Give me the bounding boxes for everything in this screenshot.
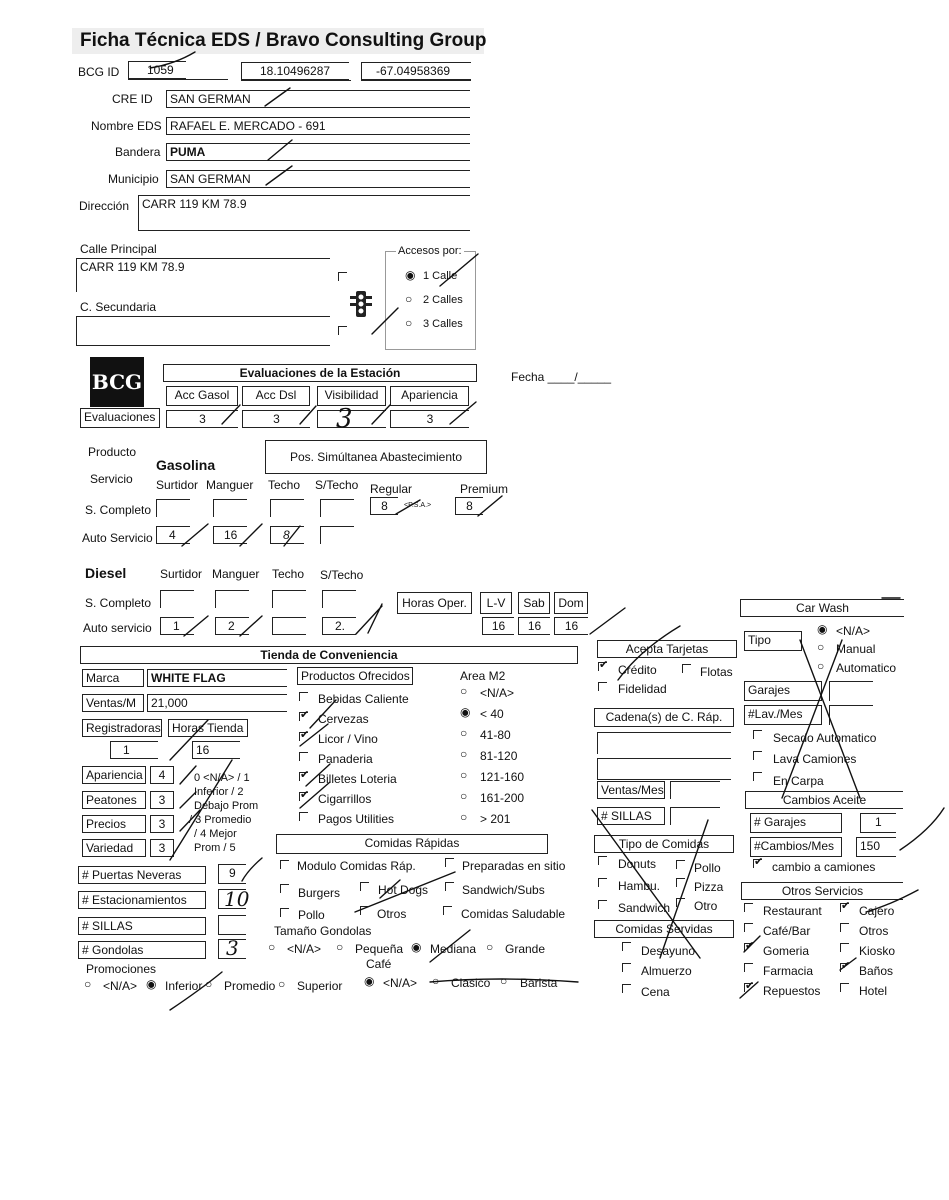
otros-label-1: Cajero [859, 904, 895, 918]
cr-sandwich: Sandwich/Subs [462, 883, 545, 897]
carwash-na: <N/A> [836, 624, 871, 638]
marca-label: Marca [82, 669, 144, 687]
cafe-radio-barista[interactable]: ○ [500, 974, 508, 988]
rating-scale-6: Prom / 5 [194, 842, 236, 854]
secado-label: Secado Automatico [773, 731, 877, 745]
promo-radio-superior[interactable]: ○ [278, 977, 286, 991]
eval-visibilidad-handwritten: 3 [336, 404, 353, 434]
evaluaciones-label: Evaluaciones [80, 408, 160, 428]
hambu-label: Hambu. [618, 879, 661, 893]
hours-dom[interactable]: 16 [554, 617, 588, 635]
secundaria-label: C. Secundaria [80, 300, 157, 314]
eval-col-visibilidad: Visibilidad [317, 386, 386, 406]
area-radio-1[interactable]: ◉ [460, 705, 471, 719]
gas-col-stecho: S/Techo [315, 478, 359, 492]
flotas-label: Flotas [700, 665, 733, 679]
regular-label: Regular [370, 482, 413, 496]
municipio-field[interactable]: SAN GERMAN [166, 170, 470, 188]
horas-oper-label: Horas Oper. [397, 592, 472, 614]
area-option-0: <N/A> [480, 686, 515, 700]
area-label: Area M2 [460, 669, 506, 683]
tarjetas-title: Acepta Tarjetas [597, 640, 737, 658]
bcg-id-label: BCG ID [78, 65, 120, 79]
bcg-id-field[interactable]: 1059 [128, 61, 186, 79]
rating-scale-5: / 4 Mejor [194, 828, 237, 840]
calle-principal-field[interactable]: CARR 119 KM 78.9 [76, 258, 330, 292]
sandwich-label: Sandwich [618, 901, 671, 915]
gas-as-surtidor[interactable]: 4 [156, 526, 190, 544]
psa-note: <P.S.A.> [404, 502, 432, 509]
bcg-logo: BCG [90, 357, 144, 407]
ventas-mes-label: Ventas/Mes [597, 781, 665, 799]
access-radio-1[interactable]: ◉ [405, 268, 416, 282]
carwash-manual: Manual [836, 642, 876, 656]
variedad-value[interactable]: 3 [150, 839, 174, 857]
premium-value[interactable]: 8 [455, 497, 483, 515]
aceite-garajes-label: # Garajes [750, 813, 842, 833]
comidas-rapidas-label: Comidas Rápidas [276, 834, 548, 854]
eval-col-acc-dsl: Acc Dsl [242, 386, 310, 406]
area-radio-6[interactable]: ○ [460, 810, 468, 824]
fidelidad-label: Fidelidad [618, 682, 667, 696]
apariencia-label: Apariencia [82, 766, 146, 784]
otros-label-2: Café/Bar [763, 924, 811, 938]
direccion-field[interactable]: CARR 119 KM 78.9 [138, 195, 470, 231]
desayuno-label: Desayuno [641, 944, 696, 958]
municipio-label: Municipio [108, 172, 159, 186]
day-lv: L-V [480, 592, 512, 614]
cafe-clasico: Clasico [451, 976, 491, 990]
precios-value[interactable]: 3 [150, 815, 174, 833]
tipo-comidas-label: Tipo de Comidas [594, 835, 734, 853]
area-radio-2[interactable]: ○ [460, 726, 468, 740]
otros-label-6: Farmacia [763, 964, 814, 978]
day-sab: Sab [518, 592, 550, 614]
registradoras-field[interactable]: 1 [110, 741, 158, 759]
promo-radio-inferior[interactable]: ◉ [146, 977, 157, 991]
cr-preparadas: Preparadas en sitio [462, 859, 566, 873]
carwash-radio-na[interactable]: ◉ [817, 622, 828, 636]
pollo-label: Pollo [694, 861, 721, 875]
area-option-3: 81-120 [480, 749, 518, 763]
direccion-label: Dirección [79, 199, 130, 213]
promo-na: <N/A> [103, 979, 138, 993]
cr-burgers: Burgers [298, 886, 341, 900]
cafe-radio-na[interactable]: ◉ [364, 974, 375, 988]
peatones-value[interactable]: 3 [150, 791, 174, 809]
dsl-auto-label: Auto servicio [83, 621, 152, 635]
area-option-6: > 201 [480, 812, 511, 826]
dsl-as-manguer[interactable]: 2 [215, 617, 249, 635]
access-radio-3[interactable]: ○ [405, 316, 413, 330]
cafe-label: Café [366, 957, 392, 971]
producto-label-0: Bebidas Caliente [318, 692, 409, 706]
cr-otros: Otros [377, 907, 407, 921]
sillas-label: # SILLAS [78, 917, 206, 935]
fecha-label: Fecha ____/_____ [511, 370, 612, 384]
premium-label: Premium [460, 482, 509, 496]
dsl-col-stecho: S/Techo [320, 568, 364, 582]
dsl-as-stecho[interactable]: 2. [322, 617, 356, 635]
promo-radio-na[interactable]: ○ [84, 977, 92, 991]
almuerzo-label: Almuerzo [641, 964, 692, 978]
day-dom: Dom [554, 592, 588, 614]
access-option-2: 2 Calles [423, 294, 463, 306]
cafe-na: <N/A> [383, 976, 418, 990]
rating-scale-2: Inferior / 2 [194, 786, 244, 798]
tamano-mediana: Mediana [430, 942, 477, 956]
promo-superior: Superior [297, 979, 343, 993]
tienda-title: Tienda de Conveniencia [80, 646, 578, 664]
promo-radio-promedio[interactable]: ○ [205, 977, 213, 991]
area-radio-5[interactable]: ○ [460, 789, 468, 803]
producto-label-4: Billetes Loteria [318, 772, 397, 786]
tamano-radio-pequena[interactable]: ○ [336, 940, 344, 954]
cadena-sillas-label: # SILLAS [597, 807, 665, 825]
precios-label: Precios [82, 815, 146, 833]
ventas-field[interactable]: 21,000 [147, 694, 287, 712]
marca-field[interactable]: WHITE FLAG [147, 669, 287, 687]
carwash-lav-label: #Lav./Mes [744, 705, 822, 725]
eval-col-acc-gasol: Acc Gasol [166, 386, 238, 406]
otros-label-0: Restaurant [763, 904, 822, 918]
puertas-label: # Puertas Neveras [78, 866, 206, 884]
area-option-1: < 40 [480, 707, 504, 721]
rating-scale-4: / 3 Promedio [189, 814, 252, 826]
producto-label-6: Pagos Utilities [318, 812, 395, 826]
hours-sab[interactable]: 16 [518, 617, 550, 635]
area-option-5: 161-200 [480, 791, 525, 805]
servicio-label: Servicio [90, 472, 133, 486]
longitude-field[interactable]: -67.04958369 [361, 62, 471, 80]
producto-label: Producto [88, 445, 137, 459]
dsl-as-surtidor[interactable]: 1 [160, 617, 194, 635]
carwash-radio-auto[interactable]: ○ [817, 659, 825, 673]
horas-tienda-label: Horas Tienda [168, 719, 248, 737]
otros-label-5: Kiosko [859, 944, 896, 958]
pos-simultanea-label: Pos. Simúltanea Abastecimiento [265, 440, 487, 474]
pizza-label: Pizza [694, 880, 724, 894]
access-radio-2[interactable]: ○ [405, 292, 413, 306]
producto-label-1: Cervezas [318, 712, 369, 726]
auto-servicio-label: Auto Servicio [82, 531, 153, 545]
carwash-tipo-label: Tipo [744, 631, 802, 651]
credito-label: Crédito [618, 663, 657, 677]
access-option-1: 1 Calle [423, 270, 458, 282]
dsl-s-completo-label: S. Completo [85, 596, 152, 610]
accesos-label: Accesos por: [398, 245, 462, 257]
gas-col-manguer: Manguer [206, 478, 254, 492]
estac-label: # Estacionamientos [78, 891, 206, 909]
cr-modulo: Modulo Comidas Ráp. [297, 859, 416, 873]
dsl-col-manguer: Manguer [212, 567, 260, 581]
diesel-title: Diesel [85, 565, 127, 581]
en-carpa-label: En Carpa [773, 774, 824, 788]
horas-tienda-field[interactable]: 16 [192, 741, 240, 759]
otros-label-8: Repuestos [763, 984, 821, 998]
dsl-col-surtidor: Surtidor [160, 567, 203, 581]
carwash-title: Car Wash [740, 599, 904, 617]
aceite-garajes-field[interactable]: 1 [860, 813, 896, 833]
s-completo-label: S. Completo [85, 503, 152, 517]
gas-as-manguer[interactable]: 16 [213, 526, 247, 544]
producto-label-2: Licor / Vino [318, 732, 378, 746]
tamano-grande: Grande [505, 942, 546, 956]
cr-hotdogs: Hot Dogs [378, 883, 429, 897]
eval-section-title: Evaluaciones de la Estación [163, 364, 477, 382]
cre-id-label: CRE ID [112, 92, 153, 106]
eval-acc-dsl-value[interactable]: 3 [242, 410, 310, 428]
carwash-auto: Automatico [836, 661, 897, 675]
eval-apariencia-value[interactable]: 3 [390, 410, 469, 428]
carwash-radio-manual[interactable]: ○ [817, 640, 825, 654]
rating-scale-3: Debajo Prom [194, 800, 259, 812]
tamano-radio-mediana[interactable]: ◉ [411, 940, 422, 954]
tamano-pequena: Pequeña [355, 942, 404, 956]
tamano-label: Tamaño Gondolas [274, 924, 372, 938]
otros-label-9: Hotel [859, 984, 888, 998]
estac-handwritten: 10 [224, 887, 250, 911]
calle-principal-label: Calle Principal [80, 242, 157, 256]
access-option-3: 3 Calles [423, 318, 463, 330]
cadena-label: Cadena(s) de C. Ráp. [594, 708, 734, 727]
gasolina-title: Gasolina [156, 457, 216, 473]
eval-acc-gasol-value[interactable]: 3 [166, 410, 238, 428]
variedad-label: Variedad [82, 839, 146, 857]
aceite-cambios-field[interactable]: 150 [856, 837, 896, 857]
otros-title: Otros Servicios [741, 882, 903, 900]
peatones-label: Peatones [82, 791, 146, 809]
latitude-field[interactable]: 18.10496287 [241, 62, 349, 80]
lava-camiones-label: Lava Camiones [773, 752, 857, 766]
nombre-eds-field[interactable]: RAFAEL E. MERCADO - 691 [166, 117, 470, 135]
camiones-label: cambio a camiones [772, 860, 876, 874]
rating-scale-1: 0 <N/A> / 1 [194, 772, 250, 784]
puertas-value[interactable]: 9 [218, 864, 246, 884]
hours-lv[interactable]: 16 [482, 617, 514, 635]
promo-inferior: Inferior [165, 979, 203, 993]
promo-label: Promociones [86, 962, 157, 976]
bandera-field[interactable]: PUMA [166, 143, 470, 161]
otro-label: Otro [694, 899, 718, 913]
donuts-label: Donuts [618, 857, 657, 871]
tamano-na: <N/A> [287, 942, 322, 956]
apariencia-value[interactable]: 4 [150, 766, 174, 784]
tamano-radio-grande[interactable]: ○ [486, 940, 494, 954]
nombre-eds-label: Nombre EDS [91, 119, 162, 133]
area-radio-0[interactable]: ○ [460, 684, 468, 698]
cafe-barista: Barista [520, 976, 558, 990]
cena-label: Cena [641, 985, 670, 999]
area-option-4: 121-160 [480, 770, 525, 784]
bandera-label: Bandera [115, 145, 161, 159]
otros-label-3: Otros [859, 924, 889, 938]
cr-saludable: Comidas Saludable [461, 907, 566, 921]
producto-label-3: Panaderia [318, 752, 373, 766]
producto-label-5: Cigarrillos [318, 792, 372, 806]
ventas-label: Ventas/M [82, 694, 144, 712]
gondolas-handwritten: 3 [226, 936, 239, 960]
cafe-radio-clasico[interactable]: ○ [432, 974, 440, 988]
area-radio-3[interactable]: ○ [460, 747, 468, 761]
regular-value[interactable]: 8 [370, 497, 398, 515]
gas-col-techo: Techo [268, 478, 301, 492]
aceite-cambios-label: #Cambios/Mes [750, 837, 842, 857]
area-option-2: 41-80 [480, 728, 511, 742]
promo-promedio: Promedio [224, 979, 276, 993]
eval-col-apariencia: Apariencia [390, 386, 469, 406]
aceite-title: Cambios Aceite [745, 791, 903, 809]
productos-label: Productos Ofrecidos [297, 667, 413, 685]
servidas-label: Comidas Servidas [594, 920, 734, 938]
form-title: Ficha Técnica EDS / Bravo Consulting Group [72, 28, 484, 54]
cre-id-field[interactable]: SAN GERMAN [166, 90, 470, 108]
registradoras-label: Registradoras [82, 719, 162, 737]
gas-col-surtidor: Surtidor [156, 478, 199, 492]
otros-label-4: Gomeria [763, 944, 810, 958]
gondolas-label: # Gondolas [78, 941, 206, 959]
area-radio-4[interactable]: ○ [460, 768, 468, 782]
cr-pollo: Pollo [298, 908, 325, 922]
dsl-col-techo: Techo [272, 567, 305, 581]
gas-as-techo[interactable]: 8 [270, 526, 304, 544]
otros-label-7: Baños [859, 964, 894, 978]
tamano-radio-na[interactable]: ○ [268, 940, 276, 954]
carwash-garajes-label: Garajes [744, 681, 822, 701]
